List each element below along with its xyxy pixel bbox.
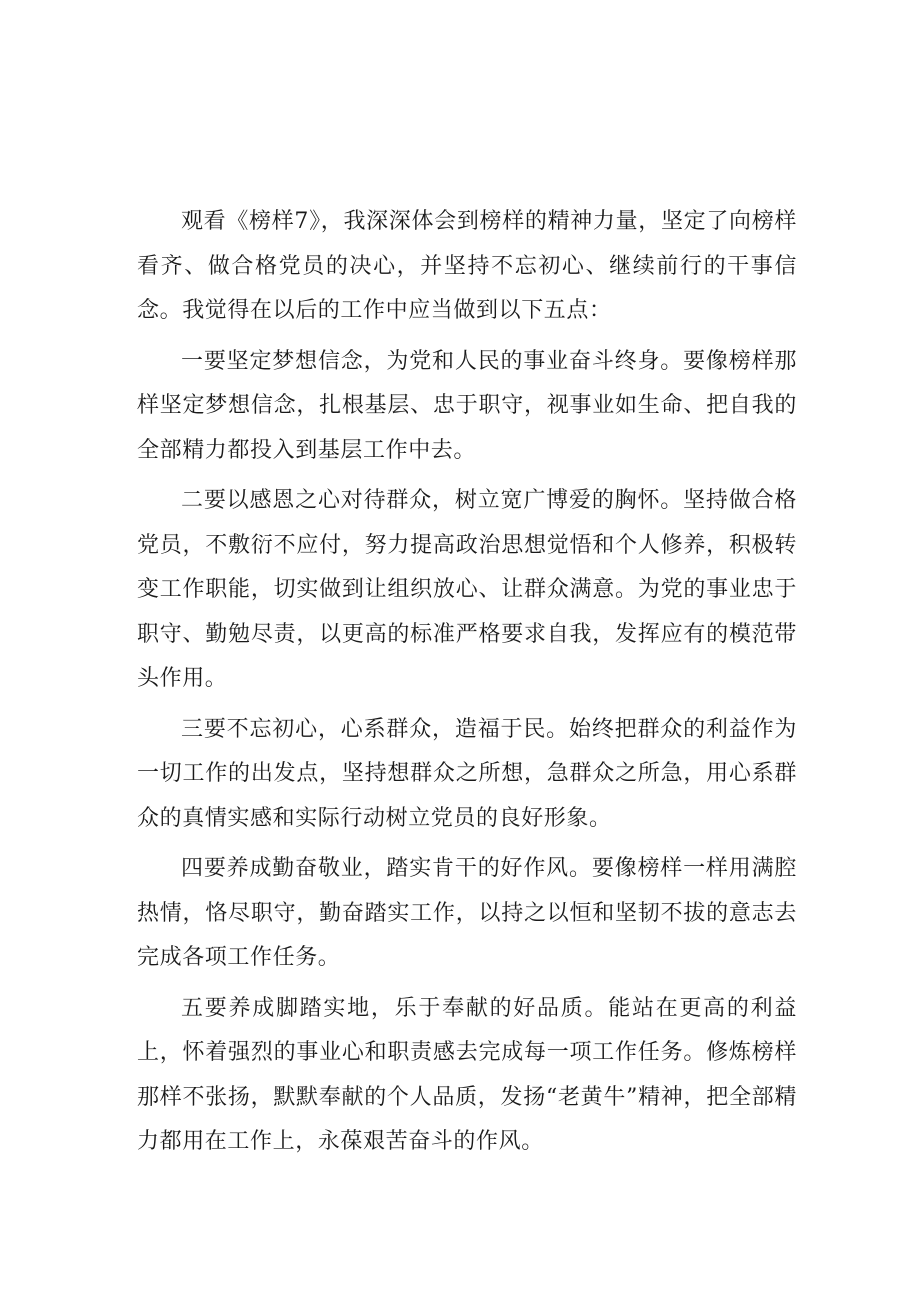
paragraph-point-three: 三要不忘初心，心系群众，造福于民。始终把群众的利益作为一切工作的出发点，坚持想群众之所想，急群众之所急，用心系群众的真情实感和实际行动树立党员的良好形象。 [137, 716, 797, 831]
document-body [137, 200, 797, 1171]
paragraph-intro: 观看《榜样7》，我深深体会到榜样的精神力量，坚定了向榜样看齐、做合格党员的决心，并坚持不忘初心、继续前行的干事信念。我觉得在以后的工作中应当做到以下五点： [137, 209, 797, 323]
paragraph-point-two: 二要以感恩之心对待群众，树立宽广博爱的胸怀。坚持做合格党员，不敷衍不应付，努力提高政治思想觉悟和个人修养，积极转变工作职能，切实做到让组织放心、让群众满意。为党的事业忠于职守、勤勉尽责，以更高的标准严格要求自我，发挥应有的模范带头作用。 [137, 488, 797, 691]
paragraph-point-five: 五要养成脚踏实地，乐于奉献的好品质。能站在更高的利益上，怀着强烈的事业心和职责感去完成每一项工作任务。修炼榜样那样不张扬，默默奉献的个人品质，发扬“老黄牛”精神，把全部精力都用在工作上，永葆艰苦奋斗的作风。 [137, 995, 797, 1154]
paragraph-point-four: 四要养成勤奋敬业，踏实肯干的好作风。要像榜样一样用满腔热情，恪尽职守，勤奋踏实工作，以持之以恒和坚韧不拔的意志去完成各项工作任务。 [137, 856, 797, 970]
paragraph-point-one: 一要坚定梦想信念，为党和人民的事业奋斗终身。要像榜样那样坚定梦想信念，扎根基层、忠于职守，视事业如生命、把自我的全部精力都投入到基层工作中去。 [137, 348, 797, 463]
